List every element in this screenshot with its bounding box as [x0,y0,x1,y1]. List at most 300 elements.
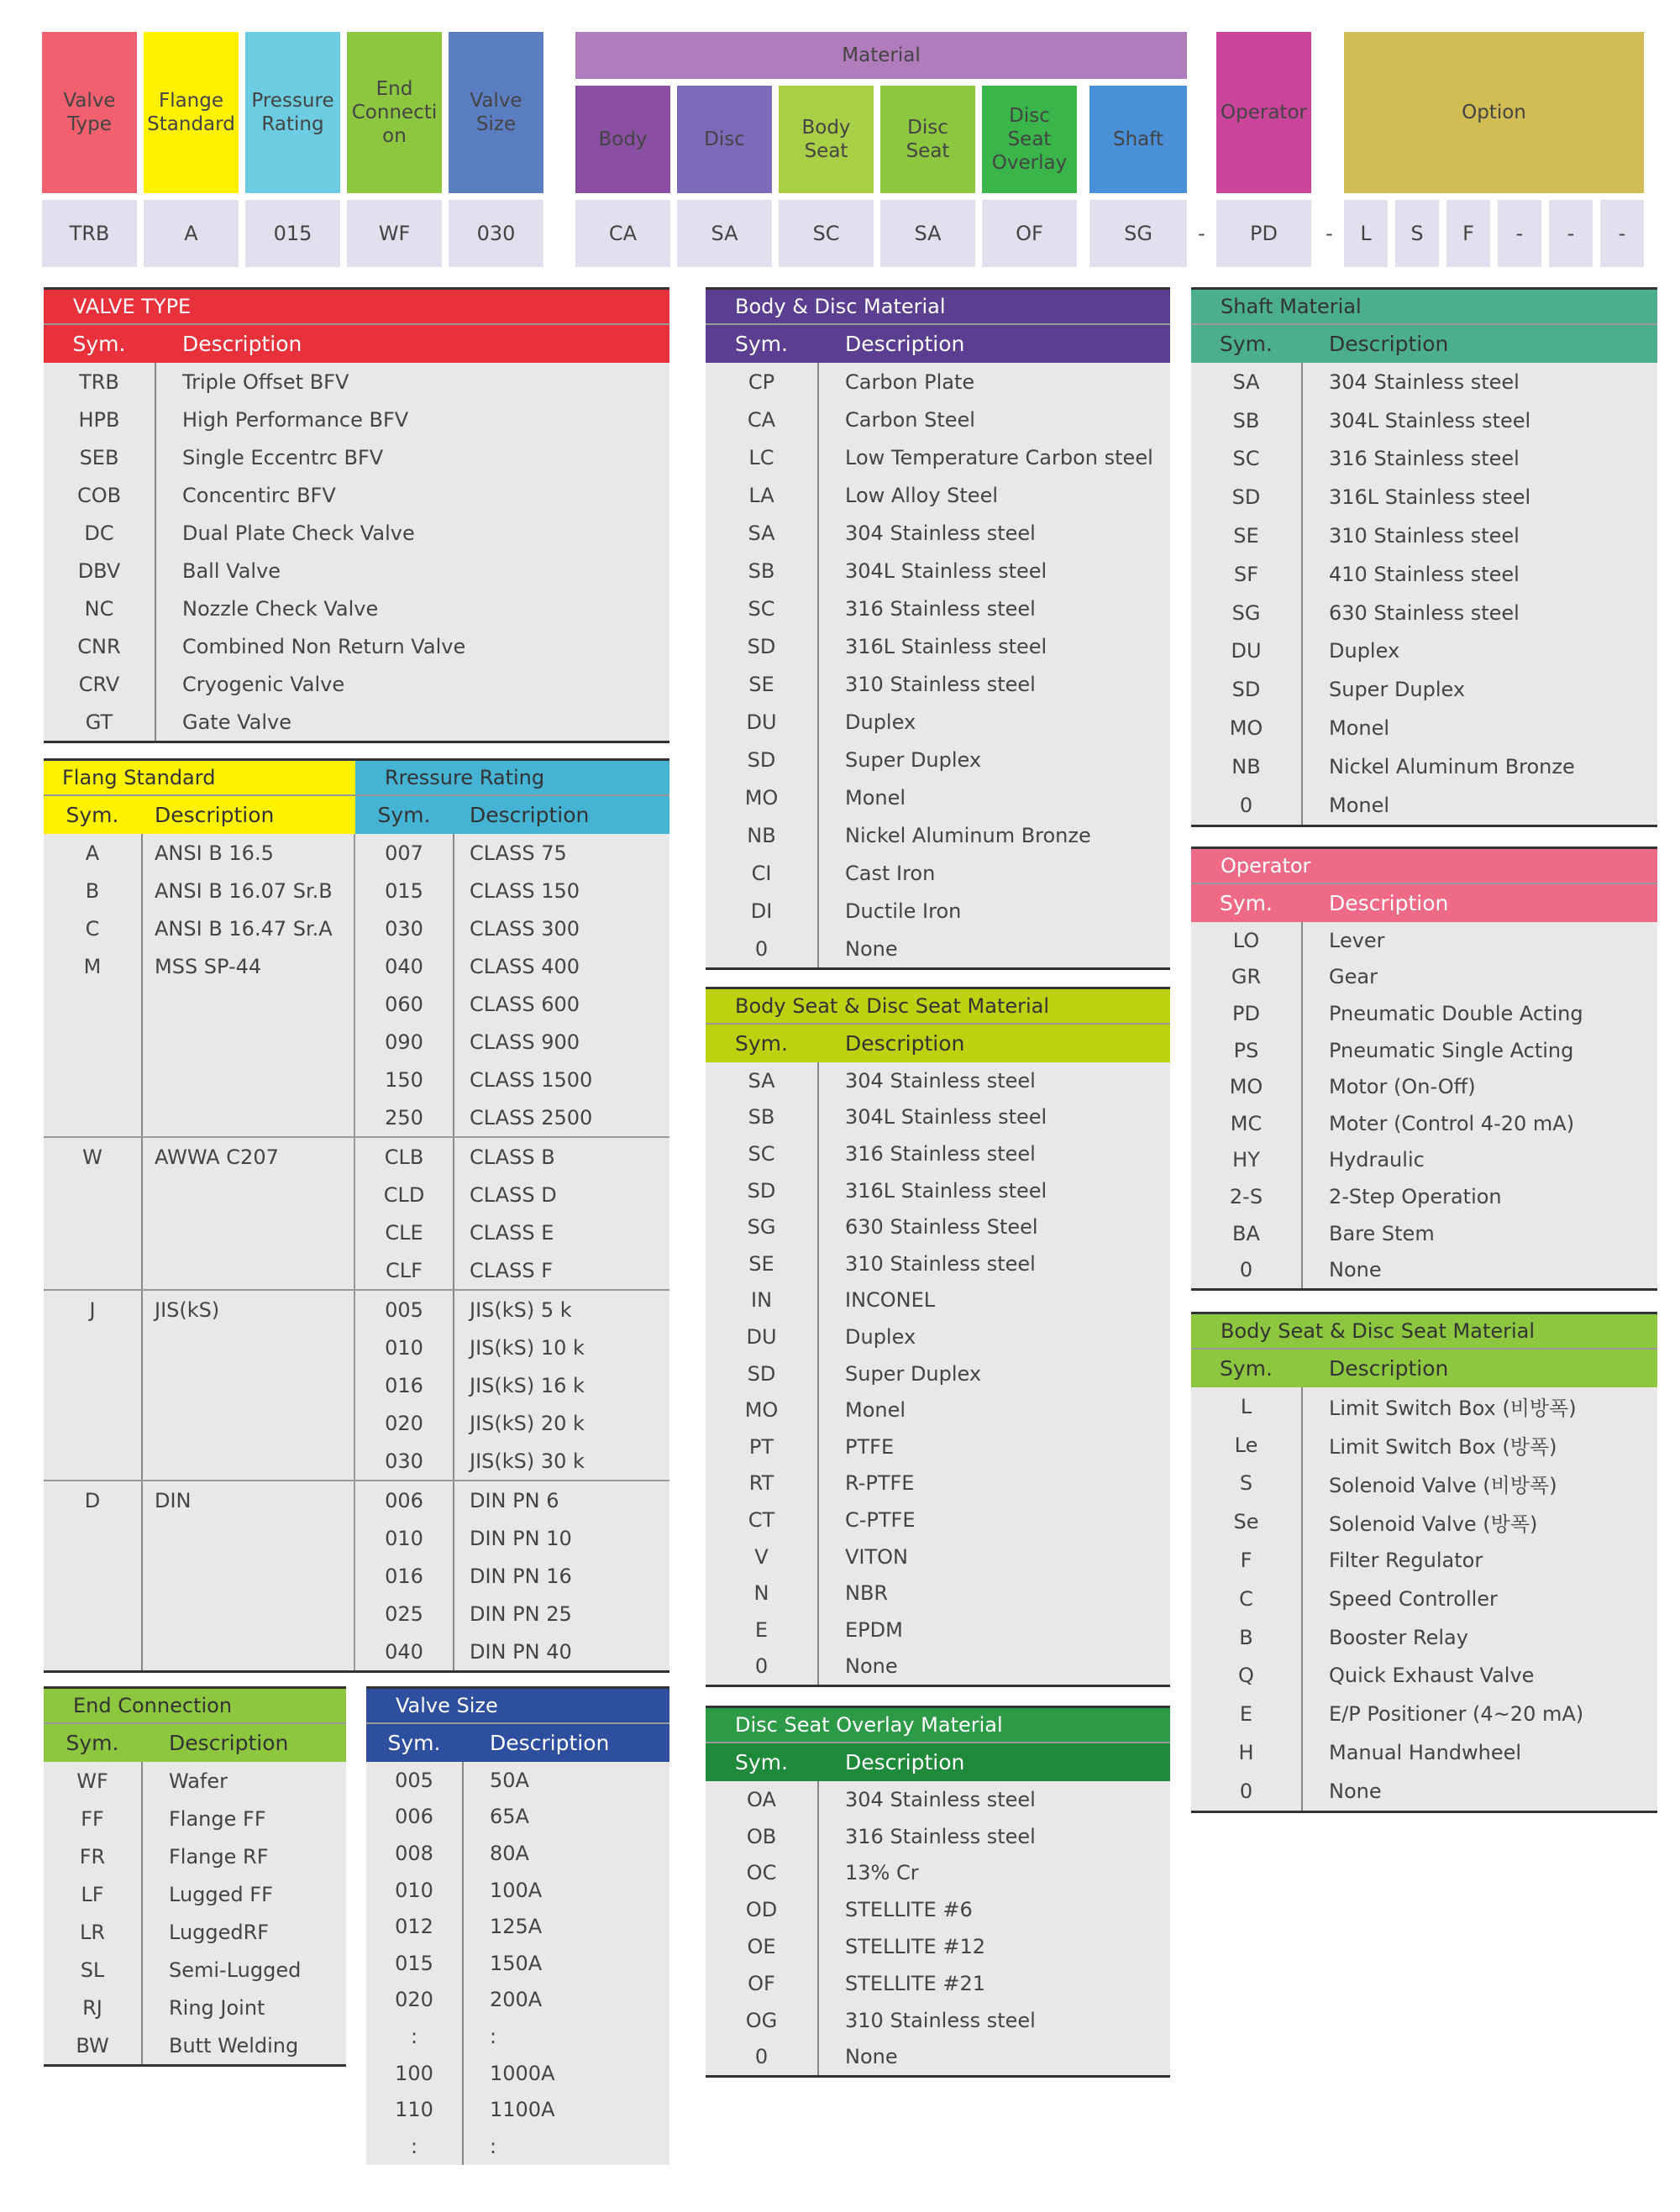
column-header-description: Description [1329,1356,1449,1381]
table-row [1191,1618,1657,1657]
table-row [366,1835,669,1872]
row-description: VITON [845,1544,908,1569]
table-row [44,1138,354,1176]
row-sym: LA [748,483,774,507]
table-row [355,1442,669,1480]
table-row [706,363,1170,401]
table-row [366,1762,669,1799]
table-title: Valve Size [366,1686,669,1724]
table-title: Operator [1191,847,1657,884]
row-description: INCONEL [845,1288,936,1313]
row-description: None [845,936,898,961]
row-sym: DI [750,899,773,923]
row-description: Low Alloy Steel [845,483,999,507]
table-row [706,1891,1170,1928]
row-sym: SB [1232,408,1260,432]
table-row [355,1098,669,1136]
row-sym: MC [1230,1111,1263,1135]
row-sym: SEB [79,445,119,469]
code-option-1: L [1344,200,1388,267]
header-body-seat: Body Seat [779,86,874,193]
row-sym: OG [745,2008,778,2032]
row-description: 630 Stainless steel [1329,600,1520,625]
table-row [44,1762,346,1800]
row-sym: 110 [395,2098,433,2122]
table-row [1191,1032,1657,1069]
row-sym: CT [748,1507,775,1532]
header-disc-seat: Disc Seat [880,86,975,193]
flange-cells [44,1291,355,1480]
column-divider [1301,1387,1303,1811]
row-sym: 006 [385,1488,423,1512]
row-sym: SB [748,1105,775,1130]
table-row [44,1913,346,1951]
column-divider [817,1062,819,1685]
row-sym: SD [747,747,776,772]
table-row [355,1061,669,1098]
table-row [1191,478,1657,516]
code-body: CA [575,200,670,267]
column-header-row [706,1025,1170,1062]
row-description: 13% Cr [845,1861,919,1885]
pressure-column-header [355,796,669,834]
row-sym: 005 [385,1297,423,1322]
table-row [355,1213,669,1251]
row-sym: E [754,1617,769,1642]
table-row [706,2002,1170,2039]
row-sym: DU [746,1324,777,1349]
row-sym: 010 [385,1526,423,1550]
table-row [1191,1541,1657,1580]
table-row [44,834,354,872]
table-row [44,947,354,985]
table-row [706,1465,1170,1502]
table-row [366,1908,669,1945]
row-description: Pneumatic Single Acting [1329,1038,1574,1062]
row-description: Lever [1329,928,1385,952]
column-header-row [706,1743,1170,1781]
row-sym: SG [747,1215,776,1240]
table-row [355,1176,669,1213]
table-header [44,758,669,796]
column-header-row [1191,884,1657,922]
column-header-row [1191,325,1657,363]
row-sym: DC [84,521,114,545]
column-header-description: Description [182,332,302,356]
row-description: MSS SP-44 [155,954,262,978]
column-header-sym: Sym. [72,332,126,356]
table-row [706,1245,1170,1282]
row-sym: GT [85,710,113,734]
table-row [706,892,1170,930]
table-row [706,1282,1170,1319]
row-description: Monel [845,785,906,810]
table-row [44,552,669,590]
row-sym: SD [747,634,776,658]
code-option-2: S [1395,200,1439,267]
table-row [1191,1772,1657,1811]
row-sym: OA [747,1787,776,1811]
row-sym: HPB [78,407,120,432]
row-description: None [845,2045,898,2069]
row-description: 310 Stainless steel [845,2008,1036,2032]
row-description: Flange FF [169,1806,266,1831]
table-row [1191,709,1657,747]
table-row [706,1502,1170,1538]
row-description: Duplex [1329,639,1400,663]
row-description: Super Duplex [845,1361,982,1386]
row-sym: E [1239,1702,1253,1727]
table-row [1191,594,1657,632]
row-sym: F [1240,1549,1252,1573]
table-title: Body Seat & Disc Seat Material [1191,1312,1657,1350]
row-description: 316L Stainless steel [845,634,1047,658]
table-row [355,1329,669,1366]
row-sym: NC [84,596,114,621]
row-sym: LR [79,1920,106,1944]
row-sym: FR [79,1844,106,1869]
row-sym: N [753,1581,769,1606]
row-description: Super Duplex [1329,678,1466,702]
row-description: Moter (Control 4-20 mA) [1329,1111,1575,1135]
row-description: None [1329,1779,1382,1803]
row-description: CLASS 900 [470,1030,580,1054]
row-description: 1100A [490,2098,555,2122]
row-description: E/P Positioner (4~20 mA) [1329,1702,1584,1727]
row-description: Monel [1329,793,1390,817]
row-sym: SC [748,1141,775,1166]
header-option: Option [1344,32,1644,193]
row-description: Ring Joint [169,1995,265,2020]
row-description: NBR [845,1581,889,1606]
row-description: 316 Stainless steel [845,1824,1036,1848]
row-sym: 150 [385,1067,423,1092]
column-header-sym: Sym. [66,803,119,827]
column-header-sym: Sym. [387,1731,441,1755]
table-row [706,1172,1170,1209]
table-row [1191,1657,1657,1696]
seat-material-table [706,987,1170,1687]
row-description: Ball Valve [182,558,281,583]
table-row [44,1481,354,1519]
row-description: 150A [490,1951,543,1975]
table-row [1191,1215,1657,1252]
table-row [1191,995,1657,1032]
row-sym: B [1239,1625,1253,1649]
row-description: JIS(kS) 30 k [470,1449,585,1473]
table-row [706,816,1170,854]
table-row [706,741,1170,778]
row-sym: 0 [754,1654,769,1679]
table-row [706,1428,1170,1465]
row-sym: RT [748,1471,774,1496]
column-divider [817,1781,819,2075]
option-table [1191,1312,1657,1813]
table-row [1191,1142,1657,1179]
row-sym: 025 [385,1601,423,1626]
row-sym: M [83,954,102,978]
table-row [1191,555,1657,594]
code-option-3: F [1446,200,1490,267]
column-header-description: Description [470,803,590,827]
row-description: 65A [490,1805,529,1829]
row-sym: SG [1231,600,1261,625]
column-header-description: Description [845,332,965,356]
row-sym: 008 [395,1841,433,1865]
column-divider [141,1291,143,1480]
row-description: 304 Stainless steel [1329,370,1520,394]
table-row [1191,1733,1657,1772]
table-row [706,1135,1170,1172]
row-sym: OF [748,1971,775,1995]
header-valve-type: Valve Type [42,32,137,193]
table-row [44,2026,346,2064]
row-sym: CLF [386,1258,423,1282]
row-description: Super Duplex [845,747,982,772]
table-row [44,514,669,552]
table-row [355,1023,669,1061]
code-disc: SA [677,200,772,267]
column-header-row [44,1724,346,1762]
flange-group [44,1138,669,1291]
row-description: Gate Valve [182,710,292,734]
row-description: Single Eccentrc BFV [182,445,384,469]
row-sym: J [89,1297,96,1322]
table-row [706,1355,1170,1392]
row-sym: C [1239,1586,1253,1611]
row-description: Gear [1329,965,1378,989]
row-sym: Se [1233,1510,1259,1534]
row-description: CLASS 300 [470,916,580,941]
row-description: Carbon Plate [845,370,975,394]
row-sym: : [410,2024,418,2048]
table-row [355,1251,669,1289]
row-description: C-PTFE [845,1507,916,1532]
row-description: Nickel Aluminum Bronze [845,823,1091,847]
row-sym: SC [1232,447,1260,471]
row-description: Filter Regulator [1329,1549,1483,1573]
column-header-description: Description [155,803,275,827]
row-description: Manual Handwheel [1329,1741,1522,1765]
row-description: Triple Offset BFV [182,370,349,394]
row-description: Booster Relay [1329,1625,1468,1649]
column-header-row [44,325,669,363]
row-description: ANSI B 16.5 [155,841,274,865]
row-description: 50A [490,1768,529,1792]
row-description: Motor (On-Off) [1329,1075,1476,1099]
flange-title: Flang Standard [44,758,355,796]
table-row [1191,440,1657,479]
table-row [366,2018,669,2055]
row-sym: 040 [385,954,423,978]
table-row [706,778,1170,816]
row-sym: 005 [395,1768,433,1792]
table-row [706,1575,1170,1612]
row-sym: 020 [395,1988,433,2012]
row-sym: H [1238,1741,1254,1765]
row-description: Speed Controller [1329,1586,1498,1611]
row-sym: SE [748,1251,774,1276]
table-row [44,1800,346,1837]
table-row [366,1945,669,1982]
row-sym: L [1240,1394,1252,1418]
flange-cells [44,834,355,1136]
row-description: DIN PN 40 [470,1639,572,1664]
table-row [44,1875,346,1913]
table-row [366,1982,669,2019]
row-sym: SA [748,1068,775,1093]
flange-cells [44,1138,355,1289]
table-row [706,627,1170,665]
row-description: STELLITE #6 [845,1898,973,1922]
row-description: 630 Stainless Steel [845,1215,1038,1240]
table-row [1191,922,1657,959]
table-row [366,2128,669,2165]
row-description: JIS(kS) [155,1297,220,1322]
table-row [1191,1695,1657,1733]
code-operator: PD [1216,200,1311,267]
table-row [706,1965,1170,2002]
row-description: Duplex [845,710,916,734]
row-sym: D [84,1488,101,1512]
table-row [706,1855,1170,1892]
header-operator: Operator [1216,32,1311,193]
row-description: High Performance BFV [182,407,409,432]
row-description: Nickel Aluminum Bronze [1329,754,1575,778]
row-sym: SD [1231,678,1261,702]
column-divider [453,1291,454,1480]
row-sym: BA [1232,1221,1260,1245]
row-description: Flange RF [169,1844,269,1869]
row-description: 316L Stainless steel [1329,485,1531,510]
row-description: CLASS 150 [470,878,580,903]
row-description: 410 Stainless steel [1329,562,1520,586]
table-row [706,401,1170,438]
column-divider [462,1762,464,2165]
row-sym: C [85,916,100,941]
row-sym: SB [748,558,775,583]
header-disc: Disc [677,86,772,193]
row-sym: 030 [385,1449,423,1473]
code-pressure-rating: 015 [245,200,340,267]
code-option-5: - [1549,200,1593,267]
pressure-cells [355,834,669,1136]
row-description: 310 Stainless steel [845,672,1036,696]
table-row [706,1208,1170,1245]
row-description: 304 Stainless steel [845,1787,1036,1811]
header-pressure-rating: Pressure Rating [245,32,340,193]
row-sym: SD [747,1178,776,1203]
row-sym: CNR [77,634,121,658]
table-row [355,1595,669,1633]
table-row [706,665,1170,703]
table-row [1191,959,1657,996]
row-description: Cast Iron [845,861,936,885]
row-sym: 0 [1239,1258,1253,1282]
row-description: Low Temperature Carbon steel [845,445,1153,469]
row-sym: BW [76,2033,109,2057]
row-sym: DBV [77,558,121,583]
row-sym: 2-S [1229,1184,1263,1208]
row-description: Solenoid Valve (방폭) [1329,1512,1538,1536]
row-description: JIS(kS) 10 k [470,1335,585,1360]
row-description: Duplex [845,1324,916,1349]
row-sym: SA [1232,370,1260,394]
flange-group [44,1481,669,1670]
row-sym: 016 [385,1373,423,1397]
table-row [355,1291,669,1329]
row-sym: 0 [1239,793,1253,817]
row-description: 304L Stainless steel [845,1105,1047,1130]
table-row [355,834,669,872]
table-row [355,947,669,985]
row-sym: PD [1232,1001,1260,1025]
row-sym: OE [747,1935,776,1959]
table-row [44,1989,346,2026]
flange-group [44,1291,669,1481]
table-row [706,1612,1170,1649]
table-row [355,909,669,947]
row-sym: : [410,2134,418,2158]
row-description: 80A [490,1841,529,1865]
table-title: VALVE TYPE [44,287,669,325]
header-end-connection: End Connecti on [347,32,442,193]
code-end-connection: WF [347,200,442,267]
table-row [706,930,1170,967]
row-sym: CLD [383,1182,425,1207]
body-disc-material-table [706,287,1170,970]
header-shaft: Shaft [1089,86,1187,193]
table-row [706,1818,1170,1855]
column-divider [141,1138,143,1289]
row-description: Ductile Iron [845,899,962,923]
row-sym: PT [748,1434,774,1459]
row-description: 310 Stainless steel [1329,524,1520,548]
table-row [1191,1068,1657,1105]
row-description: Limit Switch Box (비방폭) [1329,1397,1577,1421]
row-description: Cryogenic Valve [182,672,345,696]
row-description: CLASS 600 [470,992,580,1016]
row-sym: MO [744,1398,779,1423]
pressure-cells [355,1481,669,1670]
row-description: CLASS B [470,1145,555,1169]
row-sym: SL [80,1958,105,1982]
table-row [1191,1178,1657,1215]
table-row [355,1138,669,1176]
column-divider [155,363,156,741]
header-disc-seat-overlay: Disc Seat Overlay [982,86,1077,193]
pressure-title: Rressure Rating [355,758,669,796]
row-sym: 015 [385,878,423,903]
row-description: LuggedRF [169,1920,270,1944]
row-description: Bare Stem [1329,1221,1435,1245]
row-sym: 015 [395,1951,433,1975]
code-disc-seat-overlay: OF [982,200,1077,267]
row-sym: GR [1231,965,1262,989]
column-header-row [1191,1350,1657,1387]
column-header-row [706,325,1170,363]
row-sym: NB [747,823,776,847]
table-row [1191,1387,1657,1426]
row-description: 100A [490,1878,543,1902]
table-row [355,1366,669,1404]
row-description: 304 Stainless steel [845,1068,1036,1093]
row-sym: LO [1232,928,1260,952]
column-divider [141,1481,143,1670]
table-row [706,703,1170,741]
column-header-description: Description [490,1731,610,1755]
row-description: Wafer [169,1769,228,1793]
